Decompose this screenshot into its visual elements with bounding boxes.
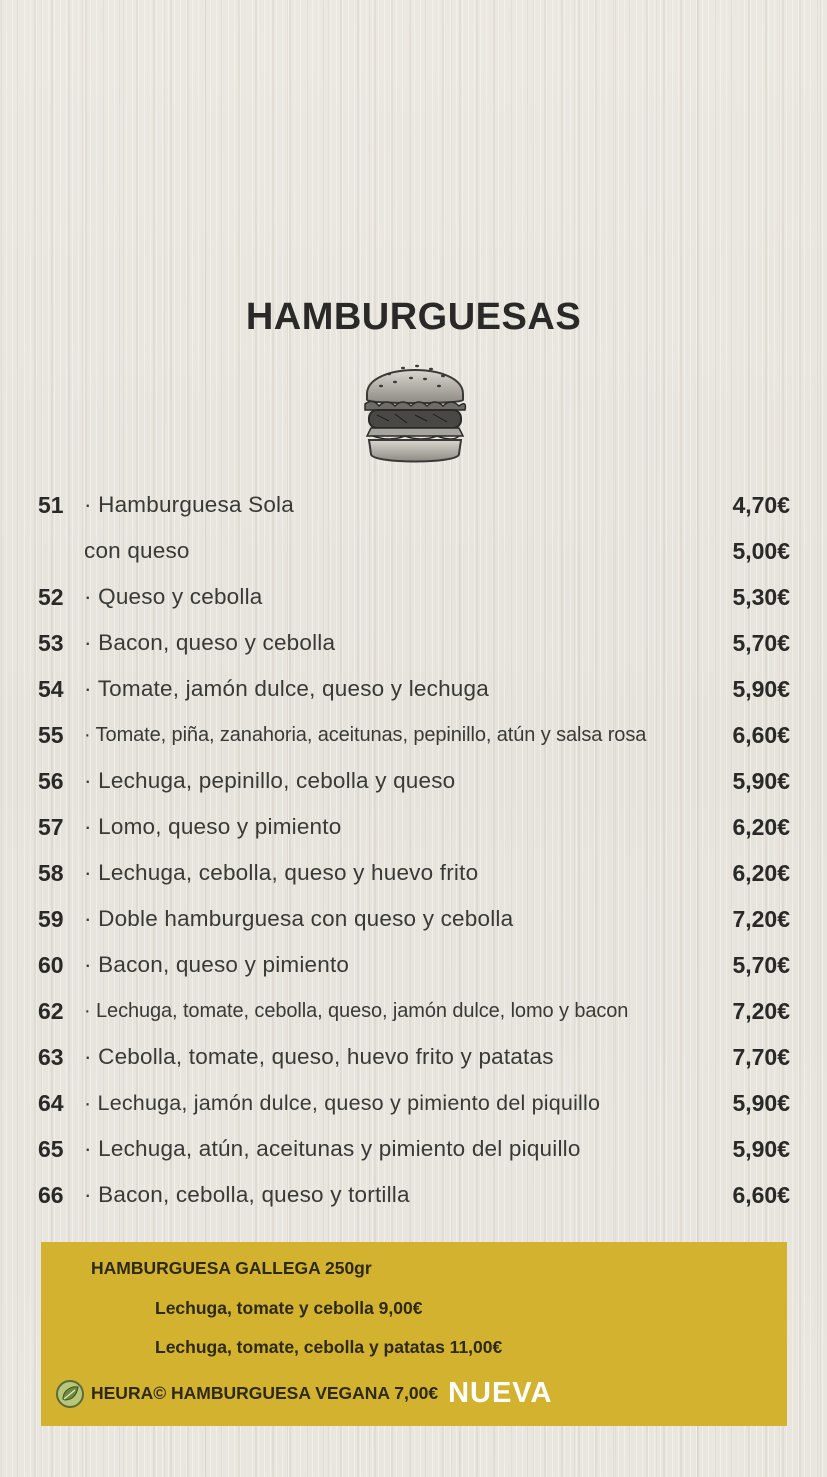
menu-item bbox=[38, 850, 790, 896]
item-number: 54 bbox=[38, 675, 64, 702]
item-number: 56 bbox=[38, 767, 64, 794]
menu-item bbox=[38, 988, 790, 1034]
item-number: 52 bbox=[38, 583, 64, 610]
item-description: · Bacon, queso y cebolla bbox=[84, 630, 336, 655]
item-price: 6,60€ bbox=[732, 1181, 790, 1208]
item-description: · Doble hamburguesa con queso y cebolla bbox=[84, 906, 514, 931]
item-number: 62 bbox=[38, 997, 64, 1024]
item-description: · Tomate, piña, zanahoria, aceitunas, pepinillo, atún y salsa rosa bbox=[84, 723, 647, 746]
item-description: · Bacon, queso y pimiento bbox=[84, 952, 350, 977]
item-price: 5,70€ bbox=[732, 951, 790, 978]
menu-item bbox=[38, 1034, 790, 1080]
special-option-1: Lechuga, tomate y cebolla 9,00€ bbox=[155, 1298, 423, 1318]
item-number: 55 bbox=[38, 721, 64, 748]
item-number: 63 bbox=[38, 1043, 64, 1070]
item-number: 59 bbox=[38, 905, 64, 932]
special-option-2: Lechuga, tomate, cebolla y patatas 11,00€ bbox=[155, 1337, 503, 1357]
item-price: 7,70€ bbox=[732, 1043, 790, 1070]
vegan-leaf-icon bbox=[55, 1379, 85, 1409]
menu-list bbox=[38, 482, 790, 1218]
item-price: 5,90€ bbox=[732, 675, 790, 702]
menu-item bbox=[38, 758, 790, 804]
item-price: 6,20€ bbox=[732, 859, 790, 886]
menu-item bbox=[38, 666, 790, 712]
item-description: · Hamburguesa Sola bbox=[84, 492, 294, 517]
item-number: 57 bbox=[38, 813, 64, 840]
item-description: · Tomate, jamón dulce, queso y lechuga bbox=[84, 676, 489, 701]
special-box bbox=[41, 1242, 787, 1426]
menu-item bbox=[38, 942, 790, 988]
item-description: · Queso y cebolla bbox=[84, 584, 263, 609]
item-price: 5,70€ bbox=[732, 629, 790, 656]
menu-item bbox=[38, 528, 790, 574]
menu-item bbox=[38, 620, 790, 666]
item-price: 5,90€ bbox=[732, 1135, 790, 1162]
menu-item bbox=[38, 1172, 790, 1218]
special-heading: HAMBURGUESA GALLEGA 250gr bbox=[91, 1258, 372, 1278]
item-number: 58 bbox=[38, 859, 64, 886]
item-price: 6,60€ bbox=[732, 721, 790, 748]
item-description: · Lechuga, tomate, cebolla, queso, jamón dulce, lomo y bacon bbox=[84, 999, 629, 1022]
vegan-text: HEURA© HAMBURGUESA VEGANA 7,00€ bbox=[91, 1383, 439, 1403]
item-description: · Lechuga, atún, aceitunas y pimiento del piquillo bbox=[84, 1136, 581, 1161]
menu-item bbox=[38, 712, 790, 758]
item-price: 6,20€ bbox=[732, 813, 790, 840]
item-price: 7,20€ bbox=[732, 997, 790, 1024]
item-price: 5,90€ bbox=[732, 1089, 790, 1116]
item-price: 5,00€ bbox=[732, 537, 790, 564]
item-description: · Lechuga, jamón dulce, queso y pimiento del piquillo bbox=[84, 1090, 601, 1115]
item-price: 4,70€ bbox=[732, 491, 790, 518]
item-number: 64 bbox=[38, 1089, 64, 1116]
menu-item bbox=[38, 1080, 790, 1126]
page-title: HAMBURGUESAS bbox=[245, 296, 582, 338]
vegan-line bbox=[55, 1377, 552, 1410]
item-number: 66 bbox=[38, 1181, 64, 1208]
item-description: · Lechuga, pepinillo, cebolla y queso bbox=[84, 768, 456, 793]
item-price: 5,90€ bbox=[732, 767, 790, 794]
item-description: · Cebolla, tomate, queso, huevo frito y patatas bbox=[84, 1044, 554, 1069]
item-price: 7,20€ bbox=[732, 905, 790, 932]
item-description: · Bacon, cebolla, queso y tortilla bbox=[84, 1182, 410, 1207]
item-description: con queso bbox=[84, 538, 190, 563]
menu-item bbox=[38, 574, 790, 620]
menu-item bbox=[38, 896, 790, 942]
item-description: · Lomo, queso y pimiento bbox=[84, 814, 342, 839]
item-number: 53 bbox=[38, 629, 64, 656]
burger-illustration bbox=[359, 348, 471, 470]
item-number: 60 bbox=[38, 951, 64, 978]
new-badge: NUEVA bbox=[448, 1377, 553, 1409]
item-number: 65 bbox=[38, 1135, 64, 1162]
menu-item bbox=[38, 482, 790, 528]
item-price: 5,30€ bbox=[732, 583, 790, 610]
menu-item bbox=[38, 1126, 790, 1172]
item-number: 51 bbox=[38, 491, 64, 518]
menu-item bbox=[38, 804, 790, 850]
item-description: · Lechuga, cebolla, queso y huevo frito bbox=[84, 860, 479, 885]
